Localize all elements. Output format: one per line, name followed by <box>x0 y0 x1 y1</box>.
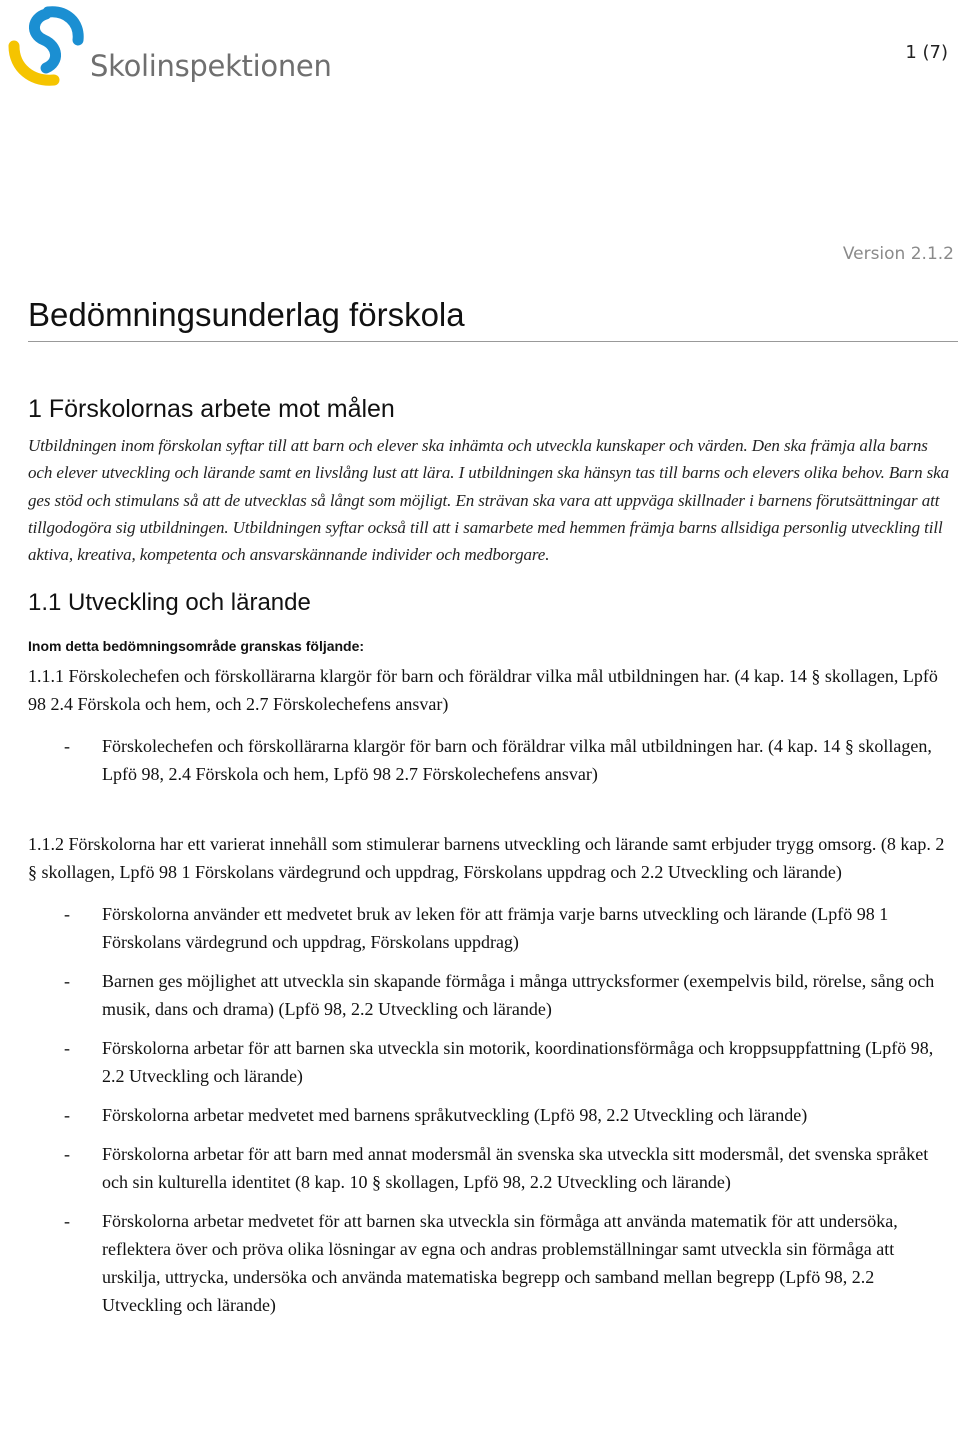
list-item <box>28 967 954 1023</box>
assessment-lead: Inom detta bedömningsområde granskas följande: <box>28 638 365 655</box>
section-1-1-heading: 1.1 Utveckling och lärande <box>28 589 311 617</box>
skolinspektionen-logo <box>8 6 332 86</box>
title-divider <box>28 341 958 342</box>
dash-marker: - <box>64 1038 70 1059</box>
logo-wordmark: Skolinspektionen <box>90 49 332 83</box>
list-item <box>28 1140 954 1196</box>
dash-marker: - <box>64 971 70 992</box>
list-item-text: Barnen ges möjlighet att utveckla sin skapande förmåga i många uttrycksformer (exempelvis bild, rörelse, sång och musik, dans och drama) (Lpfö 98, 2.2 Utveckling och lärande) <box>102 971 935 1020</box>
list-item <box>28 732 954 788</box>
list-item-text: Förskolorna arbetar för att barnen ska utveckla sin motorik, koordinationsförmåga och kroppsuppfattning (Lpfö 98, 2.2 Utveckling och lärande) <box>102 1038 934 1087</box>
list-item <box>28 1101 954 1129</box>
section-1-intro: Utbildningen inom förskolan syftar till att barn och elever ska inhämta och utveckla kunskaper och värden. Den ska främja alla barns och elever utveckling och lärande samt en livslång lust att lära. I utbildningen ska hänsyn tas till barns och elevers olika behov. Barn ska ges stöd och stimulans så att de utvecklas så långt som möjligt. En strävan ska vara att uppväga skillnader i barnens förutsättningar att tillgodogöra sig utbildningen. Utbildningen syftar också till att i samarbete med hemmen främja barns allsidiga personlig utveckling till aktiva, kreativa, kompetenta och ansvarskännande individer och medborgare. <box>28 436 949 565</box>
dash-marker: - <box>64 736 70 757</box>
list-item-text: Förskolorna använder ett medvetet bruk av leken för att främja varje barns utveckling och lärande (Lpfö 98 1 Förskolans värdegrund och uppdrag, Förskolans uppdrag) <box>102 904 889 953</box>
list-item <box>28 1034 954 1090</box>
criterion-1-1-2: 1.1.2 Förskolorna har ett varierat innehåll som stimulerar barnens utveckling och lärande samt erbjuder trygg omsorg. (8 kap. 2 § skollagen, Lpfö 98 1 Förskolans värdegrund och uppdrag, Förskolans uppdrag och 2.2 Utveckling och lärande) <box>28 834 945 883</box>
document-title: Bedömningsunderlag förskola <box>28 296 465 333</box>
page-number: 1 (7) <box>905 42 948 63</box>
list-item-text: Förskolorna arbetar medvetet med barnens språkutveckling (Lpfö 98, 2.2 Utveckling och lärande) <box>102 1105 808 1126</box>
dash-marker: - <box>64 1144 70 1165</box>
list-item-text: Förskolorna arbetar medvetet för att barnen ska utveckla sin förmåga att använda matematik för att undersöka, reflektera över och pröva olika lösningar av egna och andras problemställningar samt utveckla sin förmåga att urskilja, uttrycka, undersöka och använda matematiska begrepp och samband mellan begrepp (Lpfö 98, 2.2 Utveckling och lärande) <box>102 1211 898 1316</box>
criterion-1-1-1: 1.1.1 Förskolechefen och förskollärarna klargör för barn och föräldrar vilka mål utbildningen har. (4 kap. 14 § skollagen, Lpfö 98 2.4 Förskola och hem, och 2.7 Förskolechefens ansvar) <box>28 666 938 715</box>
list-item-text: Förskolorna arbetar för att barn med annat modersmål än svenska ska utveckla sitt modersmål, det svenska språket och sin kulturella identitet (8 kap. 10 § skollagen, Lpfö 98, 2.2 Utveckling och lärande) <box>102 1144 929 1193</box>
list-item <box>28 1207 954 1319</box>
dash-marker: - <box>64 1211 70 1232</box>
criterion-1-1-1-bullets <box>28 732 954 788</box>
section-1-heading: 1 Förskolornas arbete mot målen <box>28 395 395 423</box>
list-item-text: Förskolechefen och förskollärarna klargör för barn och föräldrar vilka mål utbildningen har. (4 kap. 14 § skollagen, Lpfö 98, 2.4 Förskola och hem, Lpfö 98 2.7 Förskolechefens ansvar) <box>102 736 932 785</box>
logo-mark-icon <box>8 6 92 86</box>
criterion-1-1-2-bullets <box>28 900 954 1319</box>
document-body <box>28 392 954 1330</box>
dash-marker: - <box>64 904 70 925</box>
list-item <box>28 900 954 956</box>
version-label: Version 2.1.2 <box>842 244 954 264</box>
dash-marker: - <box>64 1105 70 1126</box>
